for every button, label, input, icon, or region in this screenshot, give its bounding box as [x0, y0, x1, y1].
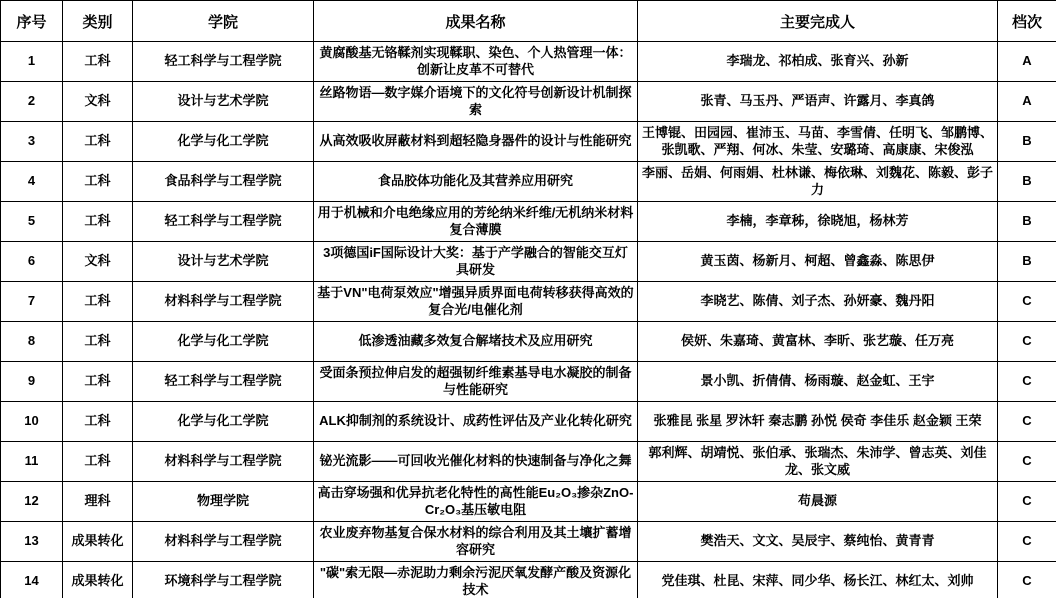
header-contributors: 主要完成人 [638, 1, 998, 42]
cell-college: 轻工科学与工程学院 [133, 42, 314, 82]
cell-category: 工科 [63, 362, 133, 402]
cell-college: 物理学院 [133, 482, 314, 522]
table-row [1, 402, 1056, 442]
cell-grade: B [998, 202, 1056, 242]
table-row [1, 282, 1056, 322]
cell-no: 7 [1, 282, 63, 322]
cell-contributors: 张青、马玉丹、严语声、许露月、李真鸽 [638, 82, 998, 122]
cell-title: 3项德国iF国际设计大奖：基于产学融合的智能交互灯具研发 [314, 242, 638, 282]
cell-no: 3 [1, 122, 63, 162]
header-category: 类别 [63, 1, 133, 42]
cell-category: 工科 [63, 282, 133, 322]
cell-category: 工科 [63, 322, 133, 362]
cell-contributors: 李丽、岳娟、何雨娟、杜林谦、梅依琳、刘魏花、陈毅、彭子力 [638, 162, 998, 202]
cell-contributors: 苟晨源 [638, 482, 998, 522]
cell-category: 工科 [63, 442, 133, 482]
cell-contributors: 侯妍、朱嘉琦、黄富林、李昕、张艺璇、任万亮 [638, 322, 998, 362]
cell-title: 食品胶体功能化及其营养应用研究 [314, 162, 638, 202]
cell-title: "碳"索无限—赤泥助力剩余污泥厌氧发酵产酸及资源化技术 [314, 562, 638, 598]
table-row [1, 162, 1056, 202]
table-row [1, 42, 1056, 82]
cell-grade: C [998, 402, 1056, 442]
cell-category: 文科 [63, 82, 133, 122]
table-row [1, 362, 1056, 402]
cell-title: ALK抑制剂的系统设计、成药性评估及产业化转化研究 [314, 402, 638, 442]
header-no: 序号 [1, 1, 63, 42]
table-body [1, 42, 1056, 598]
table-row [1, 562, 1056, 598]
cell-no: 11 [1, 442, 63, 482]
cell-contributors: 李瑞龙、祁柏成、张育兴、孙新 [638, 42, 998, 82]
table-row [1, 82, 1056, 122]
cell-title: 低渗透油藏多效复合解堵技术及应用研究 [314, 322, 638, 362]
table-row [1, 522, 1056, 562]
cell-contributors: 景小凯、折倩倩、杨雨璇、赵金虹、王宇 [638, 362, 998, 402]
cell-category: 工科 [63, 402, 133, 442]
cell-grade: B [998, 162, 1056, 202]
cell-grade: C [998, 522, 1056, 562]
cell-college: 轻工科学与工程学院 [133, 362, 314, 402]
cell-contributors: 李楠，李章秭，徐晓旭，杨林芳 [638, 202, 998, 242]
cell-no: 9 [1, 362, 63, 402]
cell-no: 4 [1, 162, 63, 202]
cell-college: 化学与化工学院 [133, 122, 314, 162]
cell-category: 工科 [63, 162, 133, 202]
cell-no: 6 [1, 242, 63, 282]
cell-contributors: 黄玉茵、杨新月、柯超、曾鑫淼、陈思伊 [638, 242, 998, 282]
cell-no: 12 [1, 482, 63, 522]
cell-title: 受面条预拉伸启发的超强韧纤维素基导电水凝胶的制备与性能研究 [314, 362, 638, 402]
header-grade: 档次 [998, 1, 1056, 42]
cell-grade: B [998, 122, 1056, 162]
header-title: 成果名称 [314, 1, 638, 42]
cell-category: 成果转化 [63, 562, 133, 598]
cell-category: 理科 [63, 482, 133, 522]
cell-title: 从高效吸收屏蔽材料到超轻隐身器件的设计与性能研究 [314, 122, 638, 162]
cell-title: 基于VN"电荷泵效应"增强异质界面电荷转移获得高效的复合光/电催化剂 [314, 282, 638, 322]
cell-no: 5 [1, 202, 63, 242]
cell-contributors: 张雅昆 张星 罗沐轩 秦志鹏 孙悦 侯奇 李佳乐 赵金颖 王荣 [638, 402, 998, 442]
table-row [1, 202, 1056, 242]
cell-category: 工科 [63, 42, 133, 82]
cell-college: 轻工科学与工程学院 [133, 202, 314, 242]
header-row [1, 1, 1056, 42]
table-row [1, 122, 1056, 162]
table-header [1, 1, 1056, 42]
cell-college: 化学与化工学院 [133, 402, 314, 442]
cell-contributors: 党佳琪、杜昆、宋萍、同少华、杨长江、林红太、刘帅 [638, 562, 998, 598]
cell-grade: B [998, 242, 1056, 282]
cell-contributors: 樊浩天、文文、吴辰宇、蔡纯怡、黄青青 [638, 522, 998, 562]
cell-category: 工科 [63, 122, 133, 162]
cell-grade: C [998, 282, 1056, 322]
cell-grade: A [998, 42, 1056, 82]
cell-title: 用于机械和介电绝缘应用的芳纶纳米纤维/无机纳米材料复合薄膜 [314, 202, 638, 242]
cell-category: 文科 [63, 242, 133, 282]
cell-grade: C [998, 442, 1056, 482]
cell-title: 丝路物语—数字媒介语境下的文化符号创新设计机制探索 [314, 82, 638, 122]
cell-no: 2 [1, 82, 63, 122]
cell-contributors: 郭利辉、胡靖悦、张伯承、张瑞杰、朱沛学、曾志英、刘佳龙、张文威 [638, 442, 998, 482]
table-row [1, 482, 1056, 522]
cell-title: 高击穿场强和优异抗老化特性的高性能Eu₂O₃掺杂ZnO-Cr₂O₃基压敏电阻 [314, 482, 638, 522]
cell-grade: C [998, 562, 1056, 598]
header-college: 学院 [133, 1, 314, 42]
cell-title: 农业废弃物基复合保水材料的综合利用及其土壤扩蓄增容研究 [314, 522, 638, 562]
cell-no: 10 [1, 402, 63, 442]
cell-grade: C [998, 322, 1056, 362]
cell-category: 成果转化 [63, 522, 133, 562]
cell-title: 黄腐酸基无铬鞣剂实现鞣职、染色、个人热管理一体：创新让皮革不可替代 [314, 42, 638, 82]
cell-no: 14 [1, 562, 63, 598]
cell-college: 设计与艺术学院 [133, 242, 314, 282]
cell-college: 化学与化工学院 [133, 322, 314, 362]
cell-college: 环境科学与工程学院 [133, 562, 314, 598]
cell-college: 材料科学与工程学院 [133, 522, 314, 562]
cell-college: 材料科学与工程学院 [133, 442, 314, 482]
cell-category: 工科 [63, 202, 133, 242]
cell-no: 13 [1, 522, 63, 562]
cell-no: 1 [1, 42, 63, 82]
cell-title: 铋光流影——可回收光催化材料的快速制备与净化之舞 [314, 442, 638, 482]
cell-college: 食品科学与工程学院 [133, 162, 314, 202]
cell-college: 设计与艺术学院 [133, 82, 314, 122]
cell-grade: C [998, 482, 1056, 522]
cell-grade: C [998, 362, 1056, 402]
table-row [1, 242, 1056, 282]
cell-no: 8 [1, 322, 63, 362]
table-row [1, 322, 1056, 362]
cell-college: 材料科学与工程学院 [133, 282, 314, 322]
table-row [1, 442, 1056, 482]
cell-contributors: 王博锟、田园园、崔沛玉、马苗、李雪倩、任明飞、邹鹏博、张凯歌、严翔、何冰、朱莹、安璐琦、高康康、宋俊泓 [638, 122, 998, 162]
cell-grade: A [998, 82, 1056, 122]
cell-contributors: 李晓艺、陈倩、刘子杰、孙妍豪、魏丹阳 [638, 282, 998, 322]
